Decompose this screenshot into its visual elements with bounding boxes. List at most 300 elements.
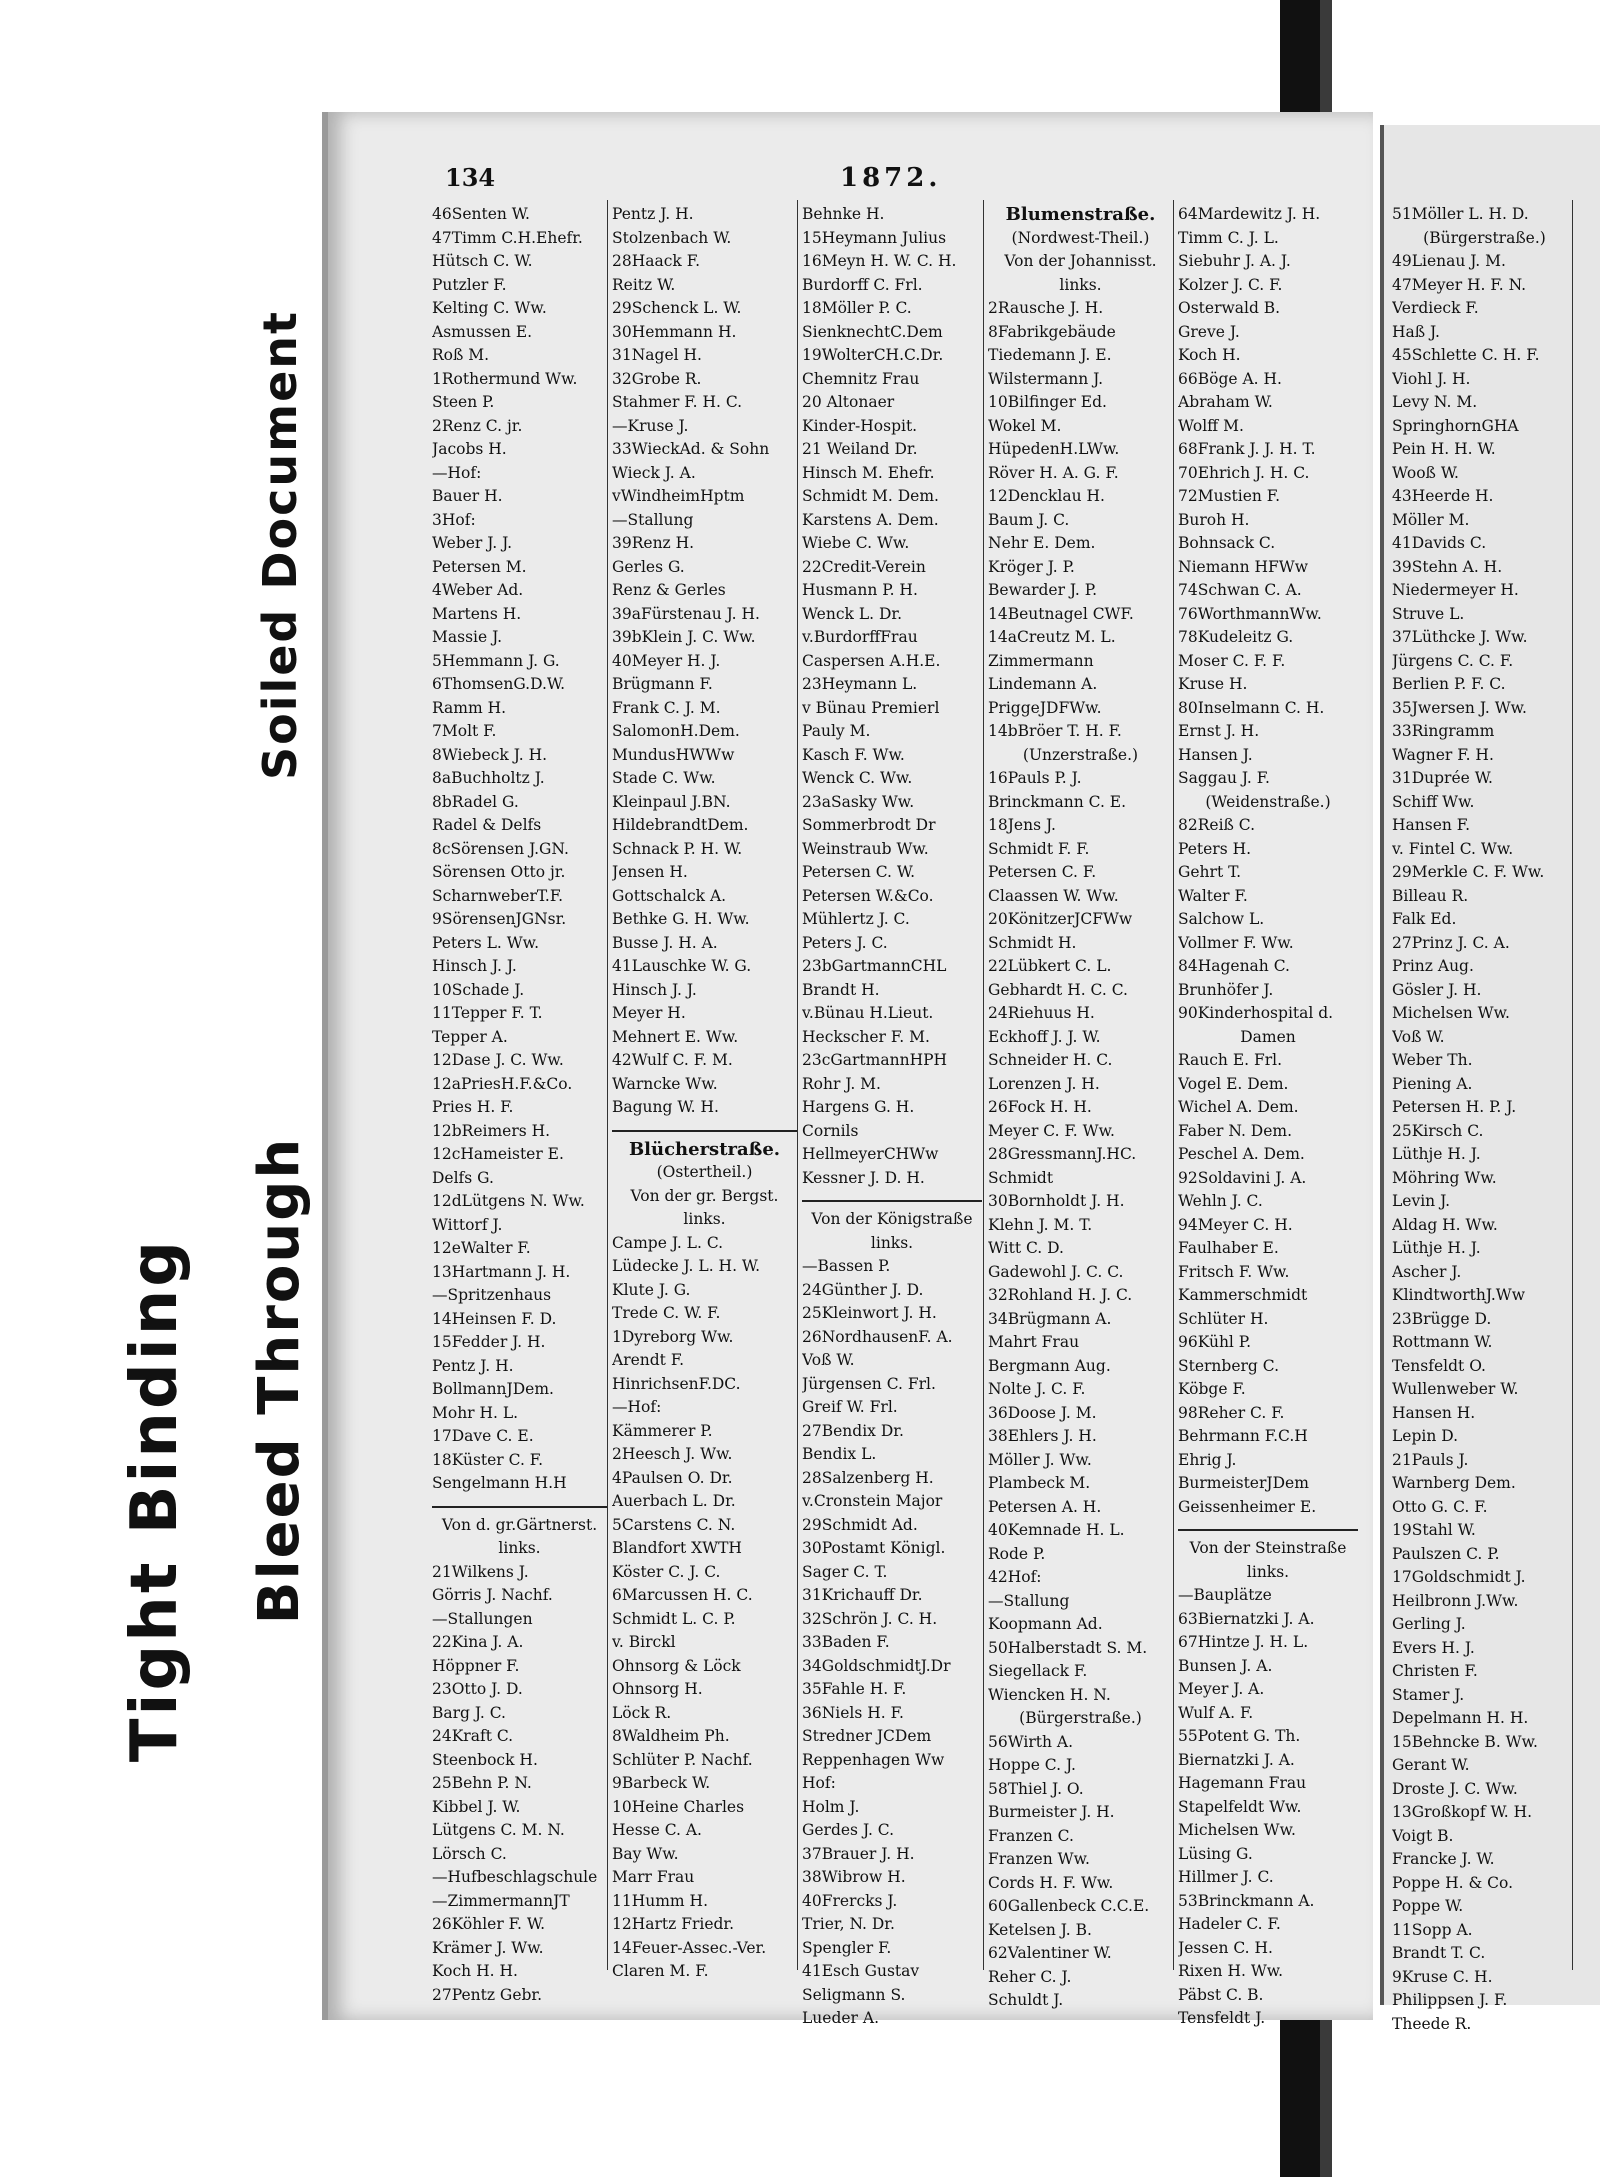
directory-entry: Stolzenbach W. bbox=[612, 228, 732, 247]
directory-entry: Petersen C. F. bbox=[988, 863, 1097, 881]
directory-entry: Reppenhagen Ww bbox=[802, 1750, 945, 1769]
directory-entry: 25Kleinwort J. H. bbox=[802, 1304, 937, 1322]
directory-entry: Campe J. L. C. bbox=[612, 1233, 724, 1252]
directory-entry: Warncke Ww. bbox=[612, 1074, 718, 1093]
section-note: (Bürgerstraße.) bbox=[1019, 1709, 1142, 1727]
directory-entry: Schnack P. H. W. bbox=[612, 839, 743, 858]
directory-entry: v. Birckl bbox=[612, 1633, 676, 1651]
directory-entry: Höppner F. bbox=[432, 1656, 520, 1675]
directory-entry: 94Meyer C. H. bbox=[1178, 1215, 1293, 1234]
directory-entry: Ernst J. H. bbox=[1178, 722, 1260, 740]
directory-entry: 30Bornholdt J. H. bbox=[988, 1192, 1125, 1210]
directory-entry: Ascher J. bbox=[1392, 1262, 1462, 1281]
directory-entry: 14aCreutz M. L. bbox=[988, 628, 1116, 646]
directory-entry: 12cHameister E. bbox=[432, 1145, 564, 1163]
directory-entry: 34GoldschmidtJ.Dr bbox=[802, 1656, 951, 1675]
section-note: (Ostertheil.) bbox=[656, 1163, 753, 1181]
directory-entry: Wichel A. Dem. bbox=[1178, 1098, 1299, 1116]
directory-entry: 60Gallenbeck C.C.E. bbox=[988, 1897, 1150, 1915]
directory-entry: Lindemann A. bbox=[988, 675, 1098, 693]
directory-entry: 98Reher C. F. bbox=[1178, 1403, 1285, 1422]
directory-entry: Steenbock H. bbox=[432, 1750, 538, 1769]
directory-entry: Michelsen Ww. bbox=[1178, 1821, 1296, 1839]
directory-entry: BurmeisterJDem bbox=[1178, 1474, 1309, 1492]
directory-entry: 24Kraft C. bbox=[432, 1727, 514, 1745]
directory-entry: 27Pentz Gebr. bbox=[432, 1985, 543, 2004]
directory-entry: Witt C. D. bbox=[988, 1239, 1064, 1257]
directory-entry: vWindheimHptm bbox=[612, 487, 745, 505]
directory-entry: Schuldt J. bbox=[988, 1991, 1064, 2009]
directory-entry: 6ThomsenG.D.W. bbox=[432, 675, 566, 693]
directory-entry: Schmidt M. Dem. bbox=[802, 487, 939, 505]
section-note: (Nordwest-Theil.) bbox=[1011, 228, 1150, 247]
directory-entry: Cornils bbox=[802, 1121, 859, 1140]
directory-entry: 15Heymann Julius bbox=[802, 228, 947, 247]
directory-entry: Burdorff C. Frl. bbox=[802, 275, 923, 294]
directory-entry: Haß J. bbox=[1392, 322, 1440, 341]
directory-entry: 36Niels H. F. bbox=[802, 1703, 904, 1722]
directory-entry: 96Kühl P. bbox=[1178, 1333, 1252, 1351]
directory-entry: Moser C. F. F. bbox=[1178, 651, 1286, 670]
directory-entry: 1Dyreborg Ww. bbox=[612, 1327, 734, 1346]
directory-column-4 bbox=[988, 203, 1173, 2013]
directory-entry: Mühlertz J. C. bbox=[802, 910, 910, 928]
directory-entry: 90Kinderhospital d. bbox=[1178, 1004, 1334, 1022]
directory-entry: Tensfeldt O. bbox=[1392, 1356, 1486, 1375]
directory-entry: 8Fabrikgebäude bbox=[988, 322, 1116, 341]
directory-entry: Radel & Delfs bbox=[432, 816, 542, 834]
directory-entry: 25Kirsch C. bbox=[1392, 1121, 1484, 1140]
directory-entry: 11Humm H. bbox=[612, 1891, 708, 1910]
directory-entry: Verdieck F. bbox=[1392, 299, 1479, 317]
directory-entry: Gottschalck A. bbox=[612, 886, 727, 905]
directory-entry: 9SörensenJGNsr. bbox=[432, 910, 567, 928]
directory-entry: Bay Ww. bbox=[612, 1844, 679, 1863]
tight-binding-label: Tight Binding bbox=[85, 1200, 225, 1800]
directory-entry: Depelmann H. H. bbox=[1392, 1709, 1529, 1727]
directory-entry: 47Timm C.H.Ehefr. bbox=[432, 228, 583, 247]
directory-entry: Ohnsorg H. bbox=[612, 1680, 703, 1698]
directory-entry: —Hof: bbox=[612, 1398, 662, 1416]
directory-entry: Bauer H. bbox=[432, 487, 503, 505]
directory-entry: v.Bünau H.Lieut. bbox=[802, 1004, 934, 1022]
directory-entry: Behrmann F.C.H bbox=[1178, 1427, 1308, 1445]
directory-entry: Paulszen C. P. bbox=[1392, 1544, 1500, 1563]
directory-entry: 42Wulf C. F. M. bbox=[612, 1051, 733, 1069]
directory-entry: HildebrandtDem. bbox=[612, 816, 749, 834]
directory-entry: Gadewohl J. C. C. bbox=[988, 1262, 1124, 1281]
page-year: 1872. bbox=[840, 163, 942, 193]
directory-entry: 35Fahle H. F. bbox=[802, 1680, 907, 1698]
soiled-document-label: Soiled Document bbox=[240, 245, 320, 845]
directory-entry: 58Thiel J. O. bbox=[988, 1779, 1084, 1798]
directory-entry: 70Ehrich J. H. C. bbox=[1178, 463, 1310, 482]
directory-entry: 37Lüthcke J. Ww. bbox=[1392, 628, 1528, 646]
directory-entry: Wooß W. bbox=[1392, 463, 1459, 482]
directory-entry: Bohnsack C. bbox=[1178, 534, 1276, 552]
directory-entry: 80Inselmann C. H. bbox=[1178, 698, 1325, 717]
directory-entry: Abraham W. bbox=[1178, 393, 1273, 411]
directory-entry: Levin J. bbox=[1392, 1192, 1451, 1210]
section-note: links. bbox=[683, 1210, 726, 1228]
directory-entry: Tensfeldt J. bbox=[1178, 2009, 1266, 2027]
directory-entry: 30Postamt Königl. bbox=[802, 1539, 946, 1557]
directory-entry: Ohnsorg & Löck bbox=[612, 1656, 741, 1675]
directory-entry: Koopmann Ad. bbox=[988, 1615, 1103, 1633]
directory-entry: 9Barbeck W. bbox=[612, 1774, 711, 1792]
directory-entry: Hagemann Frau bbox=[1178, 1774, 1307, 1792]
directory-entry: 32Grobe R. bbox=[612, 369, 702, 388]
directory-entry: Spengler F. bbox=[802, 1938, 892, 1957]
directory-entry: Krämer J. Ww. bbox=[432, 1938, 544, 1957]
directory-entry: Wittorf J. bbox=[432, 1215, 503, 1234]
directory-entry: Rode P. bbox=[988, 1544, 1046, 1563]
directory-entry: Lüdecke J. L. H. W. bbox=[612, 1257, 761, 1275]
directory-entry: Plambeck M. bbox=[988, 1474, 1091, 1492]
directory-entry: Stredner JCDem bbox=[802, 1727, 932, 1745]
directory-entry: 46Senten W. bbox=[432, 205, 530, 223]
directory-entry: Siebuhr J. A. J. bbox=[1178, 252, 1291, 270]
directory-entry: Martens H. bbox=[432, 604, 522, 623]
directory-entry: Otto G. C. F. bbox=[1392, 1497, 1488, 1516]
directory-entry: 33Baden F. bbox=[802, 1633, 890, 1651]
directory-entry: Blandfort XWTH bbox=[612, 1539, 742, 1557]
directory-entry: Zimmermann bbox=[988, 651, 1094, 670]
directory-entry: Aldag H. Ww. bbox=[1392, 1215, 1498, 1234]
directory-entry: Hansen F. bbox=[1392, 816, 1471, 834]
directory-entry: Köbge F. bbox=[1178, 1380, 1246, 1398]
directory-entry: 17Goldschmidt J. bbox=[1392, 1568, 1526, 1586]
directory-entry: —Stallung bbox=[988, 1591, 1070, 1610]
directory-entry: 7Molt F. bbox=[432, 722, 497, 740]
directory-entry: Gerant W. bbox=[1392, 1756, 1470, 1774]
directory-entry: Wieck J. A. bbox=[612, 463, 696, 482]
directory-entry: —Stallung bbox=[612, 510, 694, 529]
directory-entry: MundusHWWw bbox=[612, 745, 735, 764]
directory-entry: 3Hof: bbox=[432, 510, 476, 529]
directory-entry: 33WieckAd. & Sohn bbox=[612, 440, 770, 458]
directory-entry: Kessner J. D. H. bbox=[802, 1168, 925, 1187]
section-note: Von der Königstraße bbox=[811, 1210, 973, 1228]
directory-entry: —Bauplätze bbox=[1178, 1586, 1272, 1604]
directory-entry: Buroh H. bbox=[1178, 510, 1250, 529]
directory-entry: 22Lübkert C. L. bbox=[988, 957, 1112, 975]
directory-entry: Brandt T. C. bbox=[1392, 1944, 1486, 1962]
directory-entry: 42Hof: bbox=[988, 1568, 1042, 1586]
directory-entry: Sengelmann H.H bbox=[432, 1474, 567, 1492]
directory-entry: 62Valentiner W. bbox=[988, 1944, 1112, 1962]
directory-entry: —Bassen P. bbox=[802, 1257, 891, 1275]
directory-entry: Kibbel J. W. bbox=[432, 1797, 521, 1816]
directory-entry: Rohr J. M. bbox=[802, 1074, 881, 1093]
directory-entry: 4Weber Ad. bbox=[432, 581, 524, 599]
directory-entry: Sommerbrodt Dr bbox=[802, 816, 936, 834]
directory-entry: Kämmerer P. bbox=[612, 1421, 713, 1440]
directory-entry: Bethke G. H. Ww. bbox=[612, 910, 750, 928]
directory-entry: Poppe W. bbox=[1392, 1897, 1464, 1915]
directory-entry: 26Köhler F. W. bbox=[432, 1915, 546, 1933]
directory-entry: Putzler F. bbox=[432, 275, 507, 294]
directory-entry: Möller M. bbox=[1392, 510, 1470, 529]
directory-entry: 5Hemmann J. G. bbox=[432, 651, 560, 670]
directory-entry: 21Pauls J. bbox=[1392, 1450, 1469, 1469]
directory-entry: 23cGartmannHPH bbox=[802, 1051, 948, 1069]
directory-entry: —Hof: bbox=[432, 463, 482, 482]
street-heading: Blücherstraße. bbox=[628, 1138, 781, 1160]
directory-entry: 39aFürstenau J. H. bbox=[612, 604, 760, 623]
section-divider bbox=[802, 1200, 982, 1208]
directory-entry: Röver H. A. G. F. bbox=[988, 463, 1119, 482]
directory-entry: 43Heerde H. bbox=[1392, 487, 1494, 505]
directory-entry: 10Heine Charles bbox=[612, 1797, 745, 1816]
directory-entry: Claren M. F. bbox=[612, 1962, 709, 1980]
directory-entry: Viohl J. H. bbox=[1392, 369, 1471, 388]
directory-entry: Berlien P. F. C. bbox=[1392, 675, 1506, 693]
directory-entry: Koch H. H. bbox=[432, 1962, 518, 1980]
directory-entry: Francke J. W. bbox=[1392, 1850, 1495, 1868]
directory-entry: Biernatzki J. A. bbox=[1178, 1750, 1295, 1769]
directory-entry: Wiencken H. N. bbox=[988, 1685, 1111, 1704]
directory-entry: 41Esch Gustav bbox=[802, 1962, 920, 1980]
directory-entry: 29Schmidt Ad. bbox=[802, 1515, 918, 1534]
directory-entry: Geissenheimer E. bbox=[1178, 1497, 1317, 1516]
directory-entry: Schmidt L. C. P. bbox=[612, 1609, 736, 1628]
directory-entry: 51Möller L. H. D. bbox=[1392, 205, 1529, 223]
directory-entry: Möhring Ww. bbox=[1392, 1168, 1497, 1187]
directory-entry: Claassen W. Ww. bbox=[988, 886, 1119, 905]
directory-entry: 16Meyn H. W. C. H. bbox=[802, 252, 957, 270]
directory-entry: 63Biernatzki J. A. bbox=[1178, 1609, 1315, 1628]
directory-entry: Franzen C. bbox=[988, 1826, 1074, 1845]
directory-column-2 bbox=[612, 203, 797, 1984]
directory-entry: 32Rohland H. J. C. bbox=[988, 1286, 1133, 1304]
directory-entry: 9Kruse C. H. bbox=[1392, 1967, 1493, 1986]
directory-column-5 bbox=[1178, 203, 1358, 2031]
directory-entry: Burmeister J. H. bbox=[988, 1803, 1115, 1821]
directory-entry: Schlüter P. Nachf. bbox=[612, 1750, 753, 1769]
directory-entry: Klehn J. M. T. bbox=[988, 1215, 1093, 1234]
directory-entry: Brandt H. bbox=[802, 980, 880, 999]
directory-entry: Lüthje H. J. bbox=[1392, 1239, 1481, 1257]
directory-entry: Weinstraub Ww. bbox=[802, 839, 929, 858]
directory-entry: Karstens A. Dem. bbox=[802, 510, 939, 529]
directory-entry: Jacobs H. bbox=[432, 440, 507, 458]
directory-entry: Heilbronn J.Ww. bbox=[1392, 1591, 1519, 1610]
directory-entry: 23aSasky Ww. bbox=[802, 792, 915, 811]
directory-entry: 40Kemnade H. L. bbox=[988, 1521, 1125, 1539]
section-note: links. bbox=[870, 1233, 914, 1252]
directory-entry: Pentz J. H. bbox=[612, 205, 694, 223]
bleed-through-label: Bleed Through bbox=[240, 1080, 320, 1680]
directory-entry: 10Bilfinger Ed. bbox=[988, 393, 1107, 411]
directory-entry: 22Kina J. A. bbox=[432, 1633, 524, 1651]
directory-entry: 53Brinckmann A. bbox=[1178, 1891, 1315, 1910]
directory-entry: Behnke H. bbox=[802, 205, 885, 223]
directory-entry: Reitz W. bbox=[612, 275, 676, 294]
directory-entry: 45Schlette C. H. F. bbox=[1392, 346, 1540, 364]
directory-entry: Petersen A. H. bbox=[988, 1497, 1102, 1516]
directory-entry: 23Brügge D. bbox=[1392, 1309, 1492, 1328]
directory-entry: Sager C. T. bbox=[802, 1562, 888, 1581]
directory-entry: Siegellack F. bbox=[988, 1662, 1088, 1680]
section-note: links. bbox=[1059, 275, 1102, 294]
directory-entry: Jensen H. bbox=[612, 863, 688, 881]
directory-entry: Hinsch M. Ehefr. bbox=[802, 463, 935, 482]
directory-entry: 12Hartz Friedr. bbox=[612, 1915, 735, 1933]
directory-entry: 34Brügmann A. bbox=[988, 1309, 1112, 1328]
directory-entry: 64Mardewitz J. H. bbox=[1178, 205, 1321, 223]
directory-entry: Ramm H. bbox=[432, 698, 507, 717]
directory-entry: Sternberg C. bbox=[1178, 1356, 1279, 1375]
directory-entry: Delfs G. bbox=[432, 1168, 494, 1187]
directory-entry: 66Böge A. H. bbox=[1178, 369, 1282, 388]
directory-entry: Mehnert E. Ww. bbox=[612, 1027, 739, 1046]
directory-entry: 27Prinz J. C. A. bbox=[1392, 933, 1510, 952]
directory-entry: 8Waldheim Ph. bbox=[612, 1727, 730, 1745]
section-note: Damen bbox=[1240, 1027, 1296, 1046]
directory-entry: Heckscher F. M. bbox=[802, 1027, 930, 1046]
directory-entry: 22Credit-Verein bbox=[802, 557, 926, 576]
directory-entry: 18Jens J. bbox=[988, 816, 1056, 834]
directory-entry: Jessen C. H. bbox=[1178, 1938, 1273, 1957]
directory-entry: HüpedenH.LWw. bbox=[988, 440, 1120, 458]
directory-entry: Pentz J. H. bbox=[432, 1356, 514, 1375]
directory-entry: HellmeyerCHWw bbox=[802, 1145, 939, 1163]
directory-entry: Vollmer F. Ww. bbox=[1178, 933, 1294, 952]
directory-entry: 21Wilkens J. bbox=[432, 1562, 529, 1581]
directory-entry: 40Meyer H. J. bbox=[612, 651, 721, 670]
directory-entry: Stade C. Ww. bbox=[612, 769, 716, 787]
directory-entry: Rottmann W. bbox=[1392, 1333, 1493, 1351]
directory-entry: 82Reiß C. bbox=[1178, 816, 1256, 834]
directory-entry: Baum J. C. bbox=[988, 510, 1070, 529]
directory-entry: 14bBröer T. H. F. bbox=[988, 722, 1122, 740]
directory-entry: Holm J. bbox=[802, 1797, 860, 1816]
directory-entry: Peters H. bbox=[1178, 839, 1252, 858]
directory-entry: Petersen M. bbox=[432, 557, 527, 576]
directory-entry: Busse J. H. A. bbox=[612, 933, 718, 952]
directory-entry: SienknechtC.Dem bbox=[802, 322, 943, 341]
directory-entry: Roß M. bbox=[432, 346, 490, 364]
directory-entry: Frank C. J. M. bbox=[612, 698, 721, 717]
directory-entry: BollmannJDem. bbox=[432, 1380, 554, 1398]
directory-entry: Auerbach L. Dr. bbox=[612, 1492, 736, 1510]
section-note: (Bürgerstraße.) bbox=[1423, 228, 1546, 247]
directory-entry: Lütgens C. M. N. bbox=[432, 1821, 565, 1839]
directory-entry: Kleinpaul J.BN. bbox=[612, 792, 731, 811]
directory-entry: Mohr H. L. bbox=[432, 1403, 519, 1422]
directory-entry: 26NordhausenF. A. bbox=[802, 1327, 953, 1346]
directory-entry: Pein H. H. W. bbox=[1392, 440, 1496, 458]
directory-entry: Gehrt T. bbox=[1178, 863, 1242, 881]
directory-entry: Schlüter H. bbox=[1178, 1309, 1269, 1328]
directory-entry: HinrichsenF.DC. bbox=[612, 1374, 741, 1393]
directory-entry: 13Hartmann J. H. bbox=[432, 1262, 571, 1281]
directory-entry: Hinsch J. J. bbox=[612, 980, 697, 999]
directory-entry: Peschel A. Dem. bbox=[1178, 1145, 1305, 1163]
directory-entry: v. Fintel C. Ww. bbox=[1392, 839, 1514, 858]
directory-entry: ScharnweberT.F. bbox=[432, 886, 564, 905]
directory-entry: Hadeler C. F. bbox=[1178, 1915, 1281, 1933]
directory-entry: 35Jwersen J. Ww. bbox=[1392, 698, 1527, 717]
directory-entry: Asmussen E. bbox=[432, 322, 533, 341]
directory-entry: 25Behn P. N. bbox=[432, 1774, 532, 1792]
directory-entry: Wenck C. Ww. bbox=[802, 769, 913, 787]
directory-entry: Kasch F. Ww. bbox=[802, 745, 905, 764]
directory-entry: 39bKlein J. C. Ww. bbox=[612, 628, 756, 646]
directory-entry: Ehrig J. bbox=[1178, 1450, 1237, 1469]
directory-entry: 13Großkopf W. H. bbox=[1392, 1803, 1533, 1821]
directory-entry: Bagung W. H. bbox=[612, 1098, 719, 1116]
directory-entry: Brinckmann C. E. bbox=[988, 792, 1127, 811]
directory-entry: 12eWalter F. bbox=[432, 1239, 531, 1257]
directory-entry: 19WolterCH.C.Dr. bbox=[802, 346, 944, 364]
directory-entry: Kruse H. bbox=[1178, 675, 1248, 693]
directory-entry: Wilstermann J. bbox=[988, 369, 1104, 388]
directory-entry: 15Fedder J. H. bbox=[432, 1333, 546, 1351]
column-rule bbox=[607, 200, 608, 1970]
directory-entry: Pries H. F. bbox=[432, 1098, 514, 1116]
directory-entry: Pauly M. bbox=[802, 722, 871, 740]
section-note: (Unzerstraße.) bbox=[1022, 745, 1139, 764]
directory-entry: Hansen H. bbox=[1392, 1403, 1476, 1422]
directory-entry: 12Dencklau H. bbox=[988, 487, 1105, 505]
directory-entry: Weber J. J. bbox=[432, 534, 513, 552]
directory-entry: 26Fock H. H. bbox=[988, 1098, 1092, 1116]
directory-entry: Evers H. J. bbox=[1392, 1638, 1475, 1657]
section-note: Von der Steinstraße bbox=[1189, 1539, 1347, 1557]
directory-entry: 27Bendix Dr. bbox=[802, 1421, 904, 1440]
directory-entry: Niedermeyer H. bbox=[1392, 581, 1519, 599]
directory-entry: Wehln J. C. bbox=[1178, 1192, 1263, 1210]
directory-entry: Reher C. J. bbox=[988, 1967, 1072, 1986]
directory-entry: Wokel M. bbox=[988, 416, 1062, 435]
directory-entry: SalomonH.Dem. bbox=[612, 722, 740, 740]
directory-entry: Bergmann Aug. bbox=[988, 1356, 1111, 1375]
directory-entry: 28GressmannJ.HC. bbox=[988, 1145, 1137, 1163]
section-note: Von der Johannisst. bbox=[1004, 252, 1157, 270]
directory-entry: —Spritzenhaus bbox=[432, 1286, 552, 1304]
directory-entry: Jürgens C. C. F. bbox=[1392, 651, 1514, 670]
directory-entry: Warnberg Dem. bbox=[1392, 1474, 1516, 1492]
directory-entry: 14Beutnagel CWF. bbox=[988, 604, 1134, 623]
street-heading: Blumenstraße. bbox=[1005, 204, 1156, 225]
directory-entry: 29Schenck L. W. bbox=[612, 299, 742, 317]
directory-entry: Michelsen Ww. bbox=[1392, 1004, 1510, 1022]
directory-entry: 4Paulsen O. Dr. bbox=[612, 1468, 733, 1487]
directory-entry: 72Mustien F. bbox=[1178, 487, 1281, 505]
directory-entry: Peters J. C. bbox=[802, 933, 888, 952]
directory-entry: Salchow L. bbox=[1178, 910, 1265, 928]
directory-entry: Tepper A. bbox=[432, 1027, 508, 1046]
directory-entry: Lörsch C. bbox=[432, 1844, 507, 1863]
directory-entry: Niemann HFWw bbox=[1178, 557, 1308, 576]
directory-entry: SpringhornGHA bbox=[1392, 416, 1519, 435]
directory-entry: Kinder-Hospit. bbox=[802, 416, 918, 435]
directory-entry: Stamer J. bbox=[1392, 1685, 1465, 1704]
directory-entry: Steen P. bbox=[432, 393, 495, 411]
directory-entry: Peters L. Ww. bbox=[432, 933, 540, 952]
directory-entry: Kelting C. Ww. bbox=[432, 299, 547, 317]
directory-entry: Hargens G. H. bbox=[802, 1098, 915, 1116]
directory-entry: PriggeJDFWw. bbox=[988, 698, 1102, 717]
directory-entry: Koch H. bbox=[1178, 346, 1241, 364]
directory-entry: 14Heinsen F. D. bbox=[432, 1309, 557, 1328]
directory-entry: 31Krichauff Dr. bbox=[802, 1586, 923, 1604]
directory-entry: Saggau J. F. bbox=[1178, 769, 1270, 787]
directory-entry: Renz & Gerles bbox=[612, 581, 726, 599]
directory-entry: 50Halberstadt S. M. bbox=[988, 1638, 1148, 1657]
